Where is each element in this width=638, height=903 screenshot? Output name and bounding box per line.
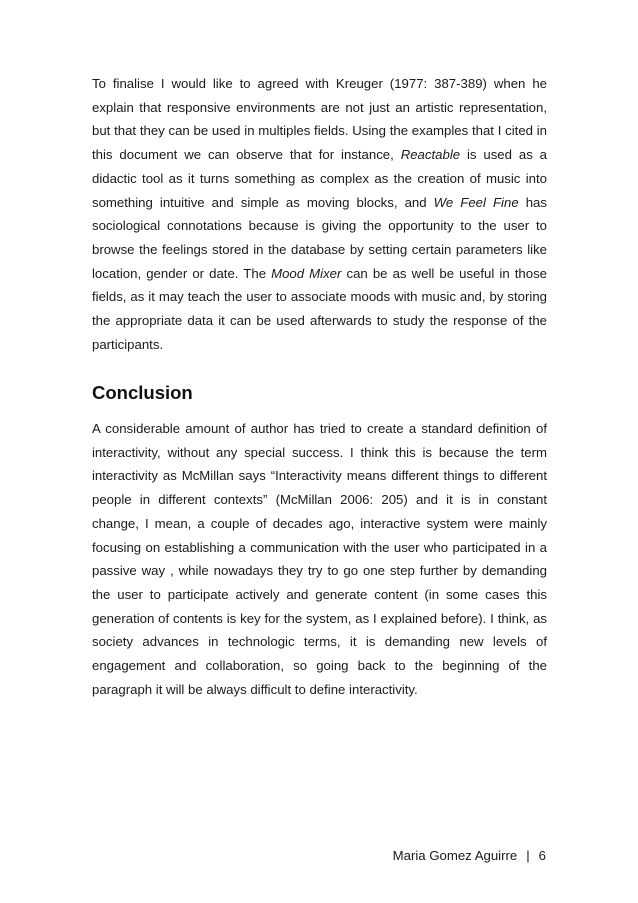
paragraph-text: is used as a didactic tool as it turns something as complex as the creation of music into something intuitive and simple as moving blocks, and bbox=[92, 147, 548, 210]
page-footer bbox=[393, 846, 546, 866]
reactable-title: Reactable bbox=[400, 147, 461, 163]
we-feel-fine-title: We Feel Fine bbox=[433, 194, 519, 210]
conclusion-paragraph: A considerable amount of author has tried to create a standard definition of interactivity, without any special success. I think this is because the term interactivity as McMillan says “Interactivity means different things to different people in different contexts” (McMillan 2006: 205) and it is in constant change, I mean, a couple of decades ago, interactive system were mainly focusing on establishing a communication with the user who participated in a passive way , while nowadays they try to go one step further by demanding the user to participate actively and generate content (in some cases this generation of contents is key for the system, as I explained before). I think, as society advances in technologic terms, it is demanding new levels of engagement and collaboration, so going back to the beginning of the paragraph it will be always difficult to define interactivity. bbox=[92, 421, 547, 697]
paragraph-text: To finalise I would like to agreed with Kreuger (1977: 387-389) when he explain that responsive environments are not just an artistic representation, but that they can be used in multiples fields. Using the examples that I cited in this document we can observe that for instance, bbox=[92, 76, 547, 163]
page-number: 6 bbox=[538, 848, 546, 863]
body-paragraph bbox=[92, 72, 547, 356]
mood-mixer-title: Mood Mixer bbox=[271, 265, 342, 281]
conclusion-heading: Conclusion bbox=[92, 382, 193, 403]
paragraph-text: has sociological connotations because is giving the opportunity to the user to browse the feelings stored in the database by setting certain parameters like location, gender or date. The bbox=[92, 194, 547, 281]
paragraph-text: can be as well be useful in those fields, as it may teach the user to associate moods with music and, by storing the appropriate data it can be used afterwards to study the response of the participants. bbox=[92, 265, 547, 352]
footer-separator: | bbox=[526, 848, 530, 863]
footer-author: Maria Gomez Aguirre bbox=[392, 848, 518, 863]
